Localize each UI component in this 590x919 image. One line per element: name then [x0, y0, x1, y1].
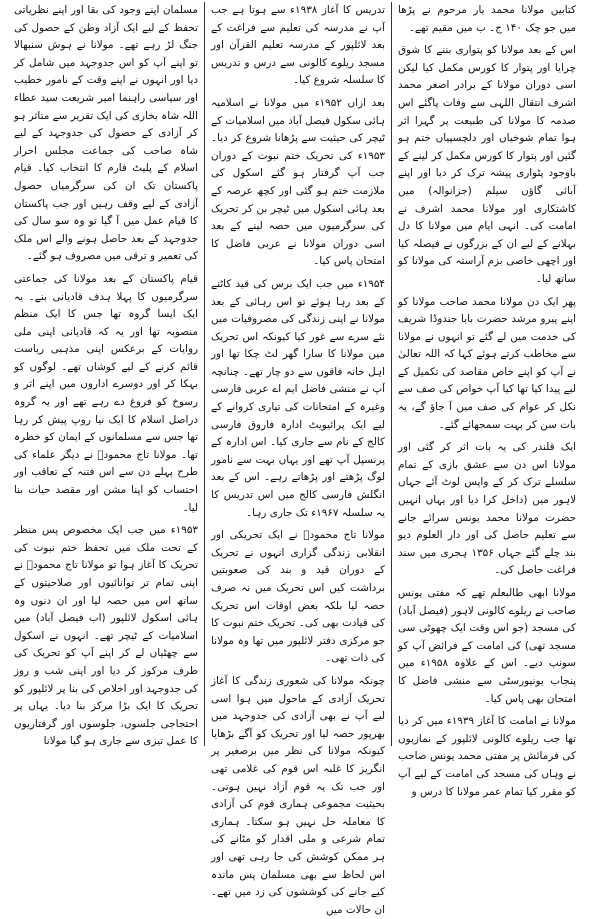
- paragraph: مولانا نے امامت کا آغاز ۱۹۳۹ء میں کر دیا تھا جب ریلوے کالونی لائلپور کے نمازیوں کی فرمائش پر مفتی محمد یونس صاحب نے وہاں کی مسجد کی امامت کے لیے آپ کو مقرر کیا تمام عمر مولانا کا درس و: [398, 715, 576, 798]
- paragraph: قیام پاکستان کے بعد مولانا کی جماعتی سرگرمیوں کا پہلا ہدف قادیانی بنے۔ یہ ایک ایسا گروہ تھا جس کا ایک منظم منصوبہ تھا اور یہ کہ قادیانی اپنی ملی روایات کے برعکس اپنی مذہبی ریاست قائم کرنے کے لیے کوشاں تھے۔ لوگوں کو بہکا کر اور دوسرے اداروں میں اپنے اثر و رسوخ کو فروغ دے رہے تھے اور یہ گروہ دراصل اسلام کا ایک نیا روپ پیش کر رہا تھا جس سے مسلمانوں کے ایمان کو خطرہ تھا۔ مولانا تاج محمودؒ نے دیگر علماء کی طرح پہلے دن سے اس فتنہ کے تعاقب اور احتساب کو اپنا مشن اور مقصد حیات بنا لیا۔: [14, 272, 198, 514]
- paragraph: ۱۹۵۳ء میں جب ایک مخصوص پس منظر کے تحت ملک میں تحفظ ختم نبوت کی تحریک کا آغاز ہوا تو مولانا تاج محمودؒ نے اپنی تمام تر توانائیوں اور صلاحیتوں کے ساتھ اس میں حصہ لیا اور ان دنوں وہ ہائی اسکول لائلپور (اب فیصل آباد) میں اسلامیات کے ٹیچر تھے۔ انہوں نے اسکول سے چھٹیاں لے کر اپنے آپ کو تحریک کی طرف مرکوز کر دیا اور اپنی شب و روز کی جدوجہد اور اخلاص کی بنا پر لائلپور کو تحریک کا ایک بڑا مرکز بنا دیا۔ یہاں پر احتجاجی جلسوں، جلوسوں اور گرفتاریوں کا عمل تیزی سے جاری ہو گیا مولانا: [14, 524, 198, 748]
- column-middle: [204, 2, 392, 916]
- paragraph: اس کے بعد مولانا کو پتواری بننے کا شوق چرایا اور پتوار کا کورس مکمل کیا لیکن اسی دوران مولانا کے برادر اصغر محمد اشرف انتقال اللہی سے وفات پاگئے اس صدمہ کا مولانا کی طبیعت پر گہرا اثر ہوا تمام شوخیاں اور دلچسپیاں ختم ہو گئیں اور پتوار کا کورس مکمل کر لینے کے باوجود پٹواری پیشہ ترک کر دیا اور اپنے آبائی گاؤں سیلم (جزانوالہ) میں کاشتکاری اور مولانا محمد اشرف نے امامت کی۔ انہی ایام میں مولانا کا دل بہلانے کے لیے ان کے بزرگوں نے فیصلہ کیا اور اچھی خاصی بزم آراستہ کی مولانا کو ساتھ لیا۔: [398, 44, 576, 285]
- paragraph: پھر ایک دن مولانا محمد صاحب مولانا کو اپنے پیرو مرشد حضرت بابا جندوڈا شریف کی خدمت میں لے گئے تو انہوں نے مولانا سے مخاطب کرتے ہوئے کہا کہ اللہ تعالیٰ نے آپ کو اپنے خاص مقاصد کی تکمیل کے لیے پیدا کیا تھا کیا آپ خواص کی صف سے نکل کر عوام کی صف میں آ جاؤ گے، یہ بات سن کر بہت سمجھائے گئے۔: [398, 295, 576, 431]
- newspaper-page: [8, 2, 582, 916]
- paragraph: تدریس کا آغاز ۱۹۳۸ء سے ہوتا ہے جب آپ نے مدرسہ کی تعلیم سے فراغت کے بعد لائلپور کے مدرسہ تعلیم القرآن اور مسجد ریلوے کالونی سے درس و تدریس کا سلسلہ شروع کیا۔: [211, 4, 385, 87]
- paragraph: مولانا ابھی طالبعلم تھے کہ مفتی یونس صاحب نے ریلوے کالونی لاہور (فیصل آباد) کی مسجد (جو اس وقت ایک چھوٹی سی مسجد تھی) کی امامت کے فرائض آپ کو سونپ دیے۔ اس کے علاوہ ۱۹۵۸ء میں پنجاب یونیورسٹی سے منشی فاضل کا امتحان بھی پاس کیا۔: [398, 587, 576, 705]
- paragraph: مولانا تاج محمودؒ نے ایک تحریکی اور انقلابی زندگی گزاری انہوں نے تحریک کے دوران قید و بند کی صعوبتیں برداشت کیں اس تحریک میں نہ صرف حصہ لیا بلکہ بعض اوقات اس تحریک کی قیادت بھی کی۔ تحریک ختم نبوت کا جو مرکزی دفتر لائلپور میں تھا وہ مولانا کی ذات تھی۔: [211, 529, 385, 665]
- paragraph: ۱۹۵۴ء میں جب ایک برس کی قید کاٹنے کے بعد رہا ہوئے تو اس رہائی کے بعد مولانا نے اپنی زندگی کی مصروفیات میں نئے سرے سے غور کیا کیونکہ اس تحریک میں مولانا کا سارا گھر لٹ چکا تھا اور اہل خانہ فاقوں سے دو چار تھے۔ چنانچہ آپ نے منشی فاضل ایم اے عربی فارسی وغیرہ کے امتحانات کی تیاری کروانے کے لیے ایک پرائیویٹ ادارہ فاروق فارسی کالج کے نام سے جاری کیا۔ اس ادارہ کے پرنسپل آپ تھے اور یہاں بہت سے نامور لوگ پڑھتے اور پڑھاتے رہے۔ اس کے بعد انگلش فارسی کالج میں اس تدریس کا یہ سلسلہ ۱۹۶۷ء تک جاری رہا۔: [211, 277, 385, 519]
- column-left: [8, 2, 204, 746]
- paragraph: کتابیں مولانا محمد یار مرحوم نے پڑھا میں جو چک ۱۴۰ ج۔ ب میں مقیم تھے۔: [398, 4, 576, 34]
- paragraph: مسلمان اپنے وجود کی بقا اور اپنے نظریاتی تحفظ کے لیے ایک آزاد وطن کے حصول کی جنگ لڑ رہے تھے۔ مولانا نے ہوش سنبھالا تو اپنے آپ کو اس جدوجہد میں شامل کر دیا اور انہوں نے اپنے وقت کے نامور خطیب اور سیاسی راہنما امیر شریعت سید عطاء اللہ شاہ بخاری کی ایک تقریر سے متاثر ہو کر آزادی کے حصول کی جدوجہد کے لیے شاہ صاحب کی جماعت مجلس احرار اسلام کے پلیٹ فارم کا انتخاب کیا۔ قیام پاکستان تک ان کی سرگرمیاں حصول آزادی کے لیے وقف رہیں اور جب پاکستان کا قیام عمل میں آ گیا تو وہ سو سال کی جدوجہد کے بعد حاصل ہونے والے اس ملک کی تعمیر و ترقی میں مصروف ہو گئے۔: [14, 4, 198, 263]
- column-right: [392, 2, 582, 798]
- paragraph: چونکہ مولانا کی شعوری زندگی کا آغاز تحریک آزادی کے ماحول میں ہوا اسی لیے آپ نے بھی آزادی کی جدوجہد میں بھرپور حصہ لیا اور تحریک کو آگے بڑھایا کیونکہ مولانا کی نظر میں برصغیر پر انگریز کا غلبہ اس قوم کی غلامی تھی اور جب تک یہ قوم آزاد نہیں ہوتی۔ بحیثیت مجموعی ہماری قوم کی آزادی کا معاملہ حل نہیں ہو سکتا۔ ہماری تمام شرعی و ملی اقدار کو مٹانے کی ہر ممکن کوشش کی جا رہی تھی اور اس لحاظ سے بھی مسلمان پس ماندہ کیے جانے کی کوششوں کی زد میں تھے۔ ان حالات میں: [211, 674, 385, 916]
- paragraph: بعد ازاں ۱۹۵۲ء میں مولانا نے اسلامیہ ہائی سکول فیصل آباد میں اسلامیات کے ٹیچر کی حیثیت سے پڑھانا شروع کر دیا۔ ۱۹۵۳ء کی تحریک ختم نبوت کے دوران جب آپ گرفتار ہو گئے اسکول کی ملازمت ختم ہو گئی اور کچھ عرصہ کے بعد ہائی اسکول میں ٹیچر بن کر تحریک کی سرگرمیوں میں حصہ لینے کے بعد اسی دوران مولانا نے عربی فاضل کا امتحان پاس کیا۔: [211, 96, 385, 268]
- paragraph: ایک قلندر کی یہ بات اثر کر گئی اور مولانا اس دن سے عشق بازی کے تمام سلسلے ترک کر کے واپس لوٹ آئے جہاں لاہور میں (داخل کرا دیا اور یہاں انہیں حضرت مولانا محمد یونس سرائے جانے سے تعلیم حاصل کی اور دار العلوم دیو بند چلے گئے جہاں ۱۳۵۶ ہجری میں سند فراغت حاصل کی۔: [398, 441, 577, 577]
